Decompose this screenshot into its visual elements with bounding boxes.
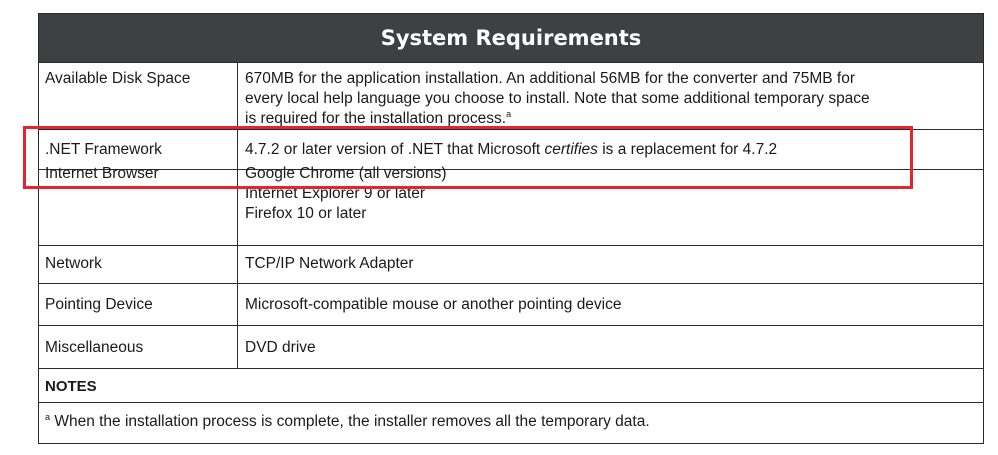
row-label-net-framework: .NET Framework: [39, 130, 238, 169]
row-value-internet-browser: [238, 164, 983, 245]
footnote-marker: a: [506, 108, 512, 119]
row-label-miscellaneous: Miscellaneous: [39, 326, 238, 368]
row-label-network: Network: [39, 246, 238, 283]
net-framework-emphasis: certifies: [544, 141, 598, 158]
row-value-network: TCP/IP Network Adapter: [245, 255, 414, 272]
note-text: [39, 403, 650, 443]
browser-line-2: Internet Explorer 9 or later: [245, 185, 426, 202]
table-row: [39, 246, 983, 284]
system-requirements-table: [38, 13, 984, 444]
browser-line-3: Firefox 10 or later: [245, 205, 367, 222]
notes-heading: NOTES: [45, 378, 97, 395]
row-label-disk-space: Available Disk Space: [39, 63, 238, 129]
table-row: [39, 326, 983, 369]
row-value-miscellaneous: DVD drive: [245, 339, 316, 356]
net-framework-suffix: is a replacement for 4.7.2: [597, 141, 778, 158]
row-label-internet-browser: Internet Browser: [39, 164, 238, 245]
notes-row: [39, 403, 983, 443]
disk-space-line-3: [245, 109, 983, 129]
table-row: [39, 165, 983, 246]
note-marker: a: [45, 411, 51, 422]
table-row: [39, 63, 983, 130]
disk-space-line-2: every local help language you choose to install. Note that some additional temporary space: [245, 90, 870, 107]
row-label-pointing-device: Pointing Device: [39, 284, 238, 325]
disk-space-line-3-text: is required for the installation process.: [245, 110, 507, 127]
row-value-pointing-device: Microsoft-compatible mouse or another pointing device: [245, 296, 622, 313]
note-body: When the installation process is complete, the installer removes all the temporary data.: [54, 413, 650, 430]
browser-line-1: Google Chrome (all versions): [245, 165, 447, 182]
row-value-disk-space: [238, 63, 983, 129]
disk-space-line-1: 670MB for the application installation. An additional 56MB for the converter and 75MB for: [245, 70, 856, 87]
net-framework-prefix: 4.7.2 or later version of .NET that Microsoft: [245, 141, 545, 158]
notes-heading-row: [39, 369, 983, 403]
table-row: [39, 284, 983, 326]
table-title: System Requirements: [39, 14, 983, 63]
